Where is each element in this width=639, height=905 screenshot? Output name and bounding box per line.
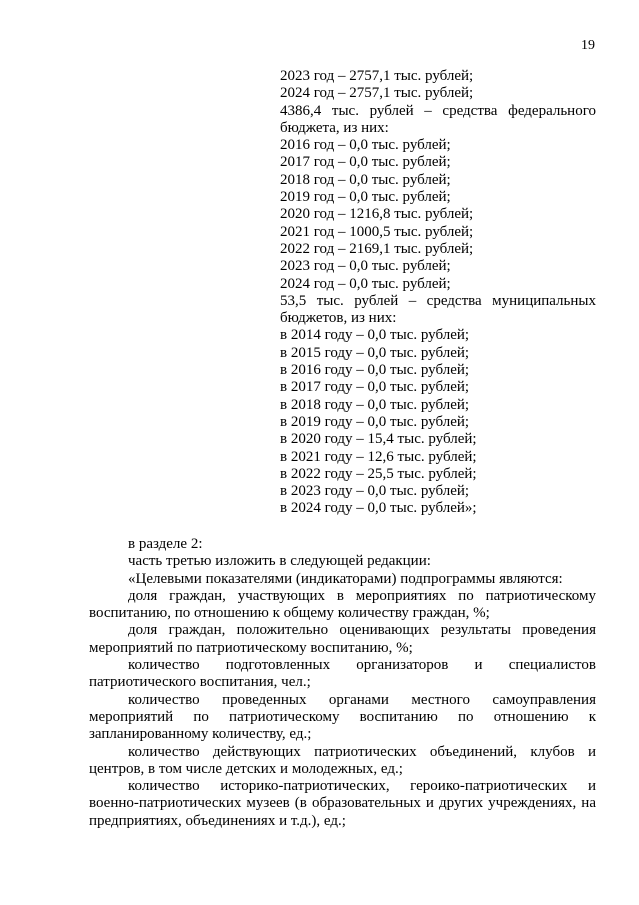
indicator-item: количество действующих патриотических объединений, клубов и центров, в том числе детских и молодежных, ед.;	[89, 743, 596, 777]
indicator-item: количество историко-патриотических, героико-патриотических и военно-патриотических музеев (в образовательных и других учреждениях, на предприятиях, объединениях и т.д.), ед.;	[89, 778, 596, 829]
budget-line: в 2021 году – 12,6 тыс. рублей;	[280, 448, 477, 465]
budget-line: в 2014 году – 0,0 тыс. рублей;	[280, 327, 470, 344]
budget-line: 2018 год – 0,0 тыс. рублей;	[280, 171, 451, 188]
budget-line: бюджета, из них:	[280, 119, 389, 136]
budget-line: 2023 год – 0,0 тыс. рублей;	[280, 258, 451, 275]
budget-line: 2021 год – 1000,5 тыс. рублей;	[280, 223, 474, 240]
budget-line: 2024 год – 2757,1 тыс. рублей;	[280, 85, 474, 102]
budget-line: в 2015 году – 0,0 тыс. рублей;	[280, 344, 470, 361]
budget-line: бюджетов, из них:	[280, 310, 397, 327]
section-heading: в разделе 2:	[128, 536, 203, 552]
budget-line: 2019 год – 0,0 тыс. рублей;	[280, 189, 451, 206]
page-number: 19	[581, 38, 595, 53]
budget-line: в 2019 году – 0,0 тыс. рублей;	[280, 413, 470, 430]
budget-line: 2017 год – 0,0 тыс. рублей;	[280, 154, 451, 171]
budget-line: в 2022 году – 25,5 тыс. рублей;	[280, 465, 477, 482]
budget-line: 2023 год – 2757,1 тыс. рублей;	[280, 68, 474, 84]
budget-line: в 2018 году – 0,0 тыс. рублей;	[280, 396, 470, 413]
budget-line: в 2024 году – 0,0 тыс. рублей»;	[280, 500, 477, 517]
amendment-instruction: часть третью изложить в следующей редакции:	[128, 553, 431, 570]
indicator-item: количество подготовленных организаторов и специалистов патриотического воспитания, чел.;	[89, 657, 596, 691]
budget-line: 53,5 тыс. рублей – средства муниципальных	[280, 292, 596, 309]
budget-line: 2022 год – 2169,1 тыс. рублей;	[280, 240, 474, 257]
budget-line: 2020 год – 1216,8 тыс. рублей;	[280, 206, 474, 223]
budget-line: в 2020 году – 15,4 тыс. рублей;	[280, 431, 477, 448]
section-2-amendment	[89, 536, 596, 830]
budget-line: в 2023 году – 0,0 тыс. рублей;	[280, 483, 470, 500]
budget-line: в 2017 году – 0,0 тыс. рублей;	[280, 379, 470, 396]
indicators-intro: «Целевыми показателями (индикаторами) подпрограммы являются:	[128, 570, 563, 587]
budget-line: 2024 год – 0,0 тыс. рублей;	[280, 275, 451, 292]
budget-line: 4386,4 тыс. рублей – средства федерального	[280, 102, 596, 119]
budget-line: 2016 год – 0,0 тыс. рублей;	[280, 137, 451, 154]
budget-breakdown	[280, 68, 596, 518]
indicator-item: количество проведенных органами местного самоуправления мероприятий по патриотическому воспитанию по отношению к запланированному количеству, ед.;	[89, 691, 596, 743]
indicator-item: доля граждан, участвующих в мероприятиях по патриотическому воспитанию, по отношению к общему количеству граждан, %;	[89, 587, 596, 622]
indicator-item: доля граждан, положительно оценивающих результаты проведения мероприятий по патриотическому воспитанию, %;	[89, 622, 596, 656]
budget-line: в 2016 году – 0,0 тыс. рублей;	[280, 362, 470, 379]
